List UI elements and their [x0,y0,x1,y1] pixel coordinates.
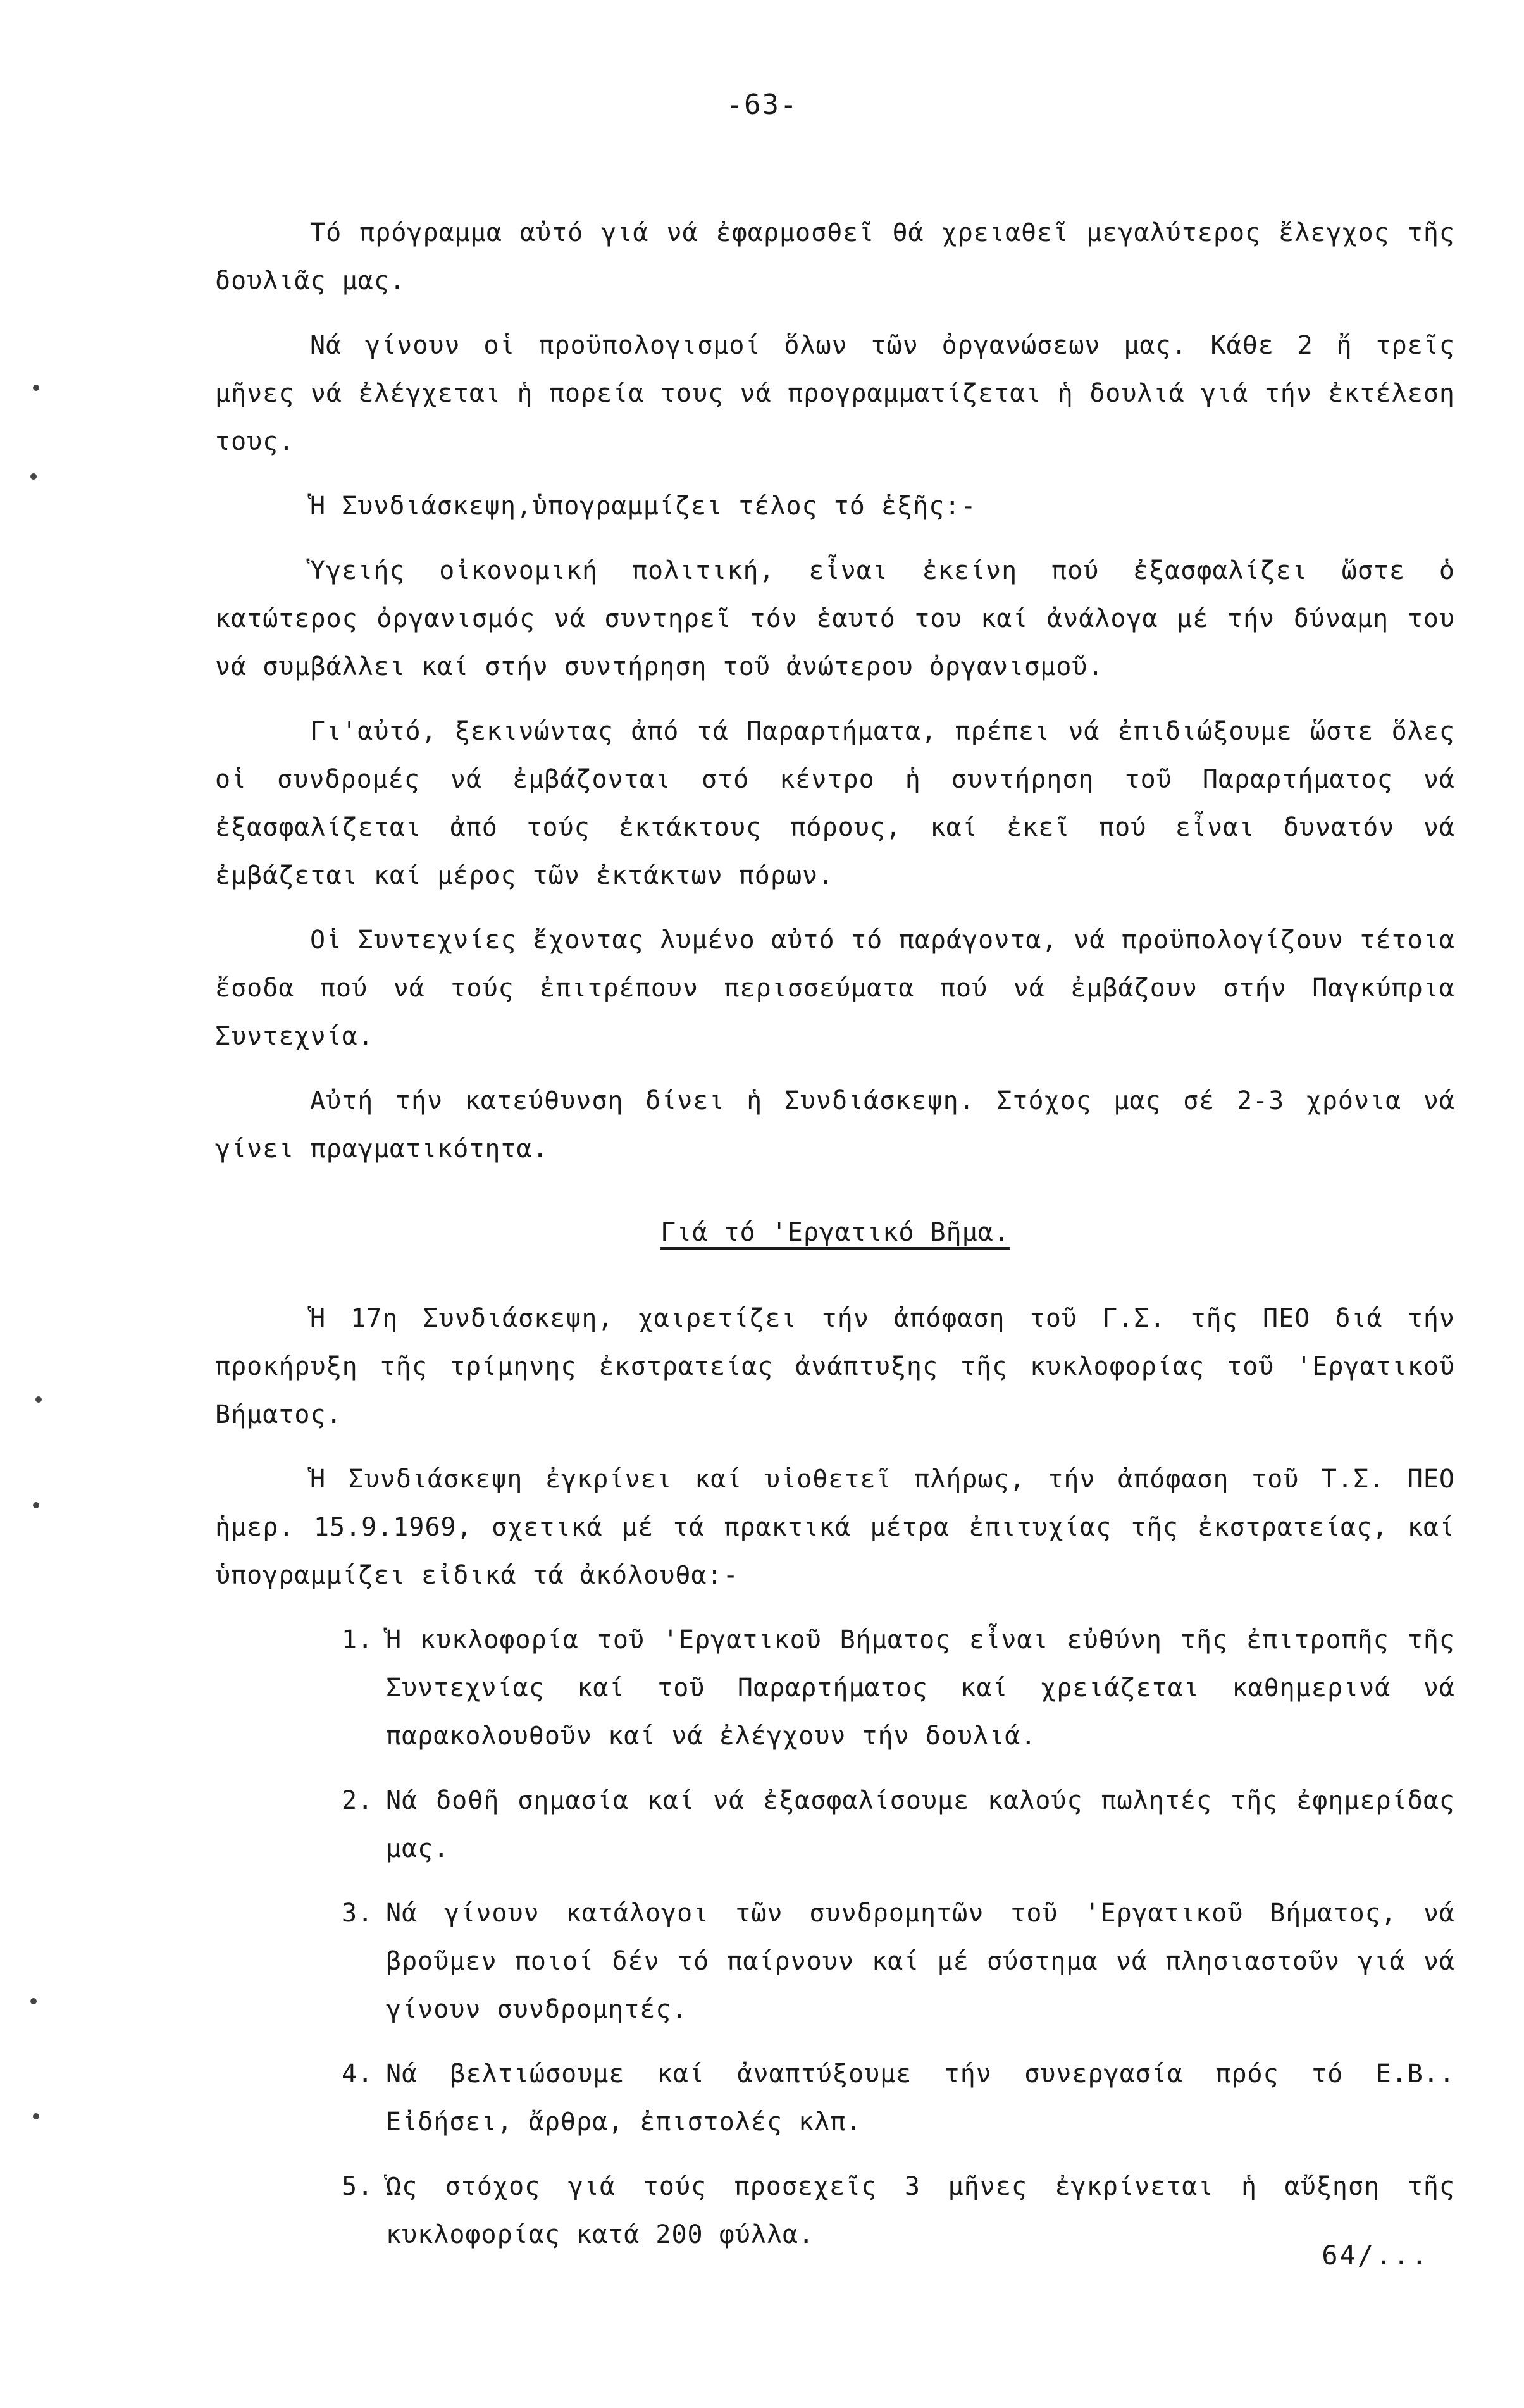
list-item-text: Νά δοθῆ σημασία καί νά ἐξασφαλίσουμε καλούς πωλητές τῆς ἐφημερίδας μας. [386,1786,1455,1863]
page-number: -63- [726,89,798,121]
scan-speck [30,1998,37,2004]
paragraph: Τό πρόγραμμα αὐτό γιά νά ἐφαρμοσθεῖ θά χρειαθεῖ μεγαλύτερος ἔλεγχος τῆς δουλιᾶς μας. [215,218,1455,295]
list-item-number: 5. [342,2172,374,2201]
list-item-text: Ἡ κυκλοφορία τοῦ 'Εργατικοῦ Βήματος εἶναι εὐθύνη τῆς ἐπιτροπῆς τῆς Συντεχνίας καί τοῦ Παραρτήματος καί χρειάζεται καθημερινά νά παρακολουθοῦν καί νά ἐλέγχουν τήν δουλιά. [386,1625,1455,1751]
list-item-number: 4. [342,2059,374,2088]
list-item [342,2163,1455,2259]
list-item-number: 1. [342,1625,374,1654]
list-item-number: 3. [342,1899,374,1928]
list-item [342,1889,1455,2033]
paragraph: Ἡ Συνδιάσκεψη ἐγκρίνει καί υἱοθετεῖ πλήρως, τήν ἀπόφαση τοῦ Τ.Σ. ΠΕΟ ἡμερ. 15.9.1969, σχετικά μέ τά πρακτικά μέτρα ἐπιτυχίας τῆς ἐκστρατείας, καί ὑπογραμμίζει εἰδικά τά ἀκόλουθα:- [215,1465,1455,1590]
paragraph: Ἡ 17η Συνδιάσκεψη, χαιρετίζει τήν ἀπόφαση τοῦ Γ.Σ. τῆς ΠΕΟ διά τήν προκήρυξη τῆς τρίμηνης ἐκστρατείας ἀνάπτυξης τῆς κυκλοφορίας τοῦ 'Εργατικοῦ Βήματος. [215,1304,1455,1429]
scan-speck [35,1396,42,1403]
scan-speck [30,473,37,480]
list-item [342,2050,1455,2146]
paragraph: Αὐτή τήν κατεύθυνση δίνει ἡ Συνδιάσκεψη. Στόχος μας σέ 2-3 χρόνια νά γίνει πραγματικότητα. [215,1086,1455,1164]
list-item [342,1616,1455,1760]
document-body [215,209,1455,2275]
list-item-text: Ὡς στόχος γιά τούς προσεχεῖς 3 μῆνες ἐγκρίνεται ἡ αὔξηση τῆς κυκλοφορίας κατά 200 φύλλα. [386,2172,1455,2249]
paragraph: Γι'αὐτό, ξεκινώντας ἀπό τά Παραρτήματα, πρέπει νά ἐπιδιώξουμε ὥστε ὅλες οἱ συνδρομές νά ἐμβάζονται στό κέντρο ἡ συντήρηση τοῦ Παραρτήματος νά ἐξασφαλίζεται ἀπό τούς ἐκτάκτους πόρους, καί ἐκεῖ πού εἶναι δυνατόν νά ἐμβάζεται καί μέρος τῶν ἐκτάκτων πόρων. [215,717,1455,890]
scan-speck [33,385,39,391]
scan-speck [33,1502,39,1508]
section-heading: Γιά τό 'Εργατικό Βῆμα. [660,1218,1010,1247]
list-item [342,1777,1455,1873]
paragraph: Ἡ Συνδιάσκεψη,ὑπογραμμίζει τέλος τό ἑξῆς:- [310,492,977,521]
list-item-text: Νά γίνουν κατάλογοι τῶν συνδρομητῶν τοῦ 'Εργατικοῦ Βήματος, νά βροῦμεν ποιοί δέν τό παίρνουν καί μέ σύστημα νά πλησιαστοῦν γιά νά γίνουν συνδρομητές. [386,1899,1455,2024]
paragraph: Οἱ Συντεχνίες ἔχοντας λυμένο αὐτό τό παράγοντα, νά προϋπολογίζουν τέτοια ἔσοδα πού νά τούς ἐπιτρέπουν περισσεύματα πού νά ἐμβάζουν στήν Παγκύπρια Συντεχνία. [215,926,1455,1051]
list-item-number: 2. [342,1786,374,1815]
numbered-list [215,1616,1455,2259]
scan-speck [33,2113,39,2119]
continuation-marker: 64/... [1322,2240,1429,2271]
list-item-text: Νά βελτιώσουμε καί ἀναπτύξουμε τήν συνεργασία πρός τό Ε.Β.. Εἰδήσει, ἄρθρα, ἐπιστολές κλπ. [386,2059,1455,2137]
paragraph: Ὑγειής οἰκονομική πολιτική, εἶναι ἐκείνη πού ἐξασφαλίζει ὥστε ὁ κατώτερος ὀργανισμός νά συντηρεῖ τόν ἑαυτό του καί ἀνάλογα μέ τήν δύναμη του νά συμβάλλει καί στήν συντήρηση τοῦ ἀνώτερου ὀργανισμοῦ. [215,556,1455,681]
paragraph: Νά γίνουν οἱ προϋπολογισμοί ὅλων τῶν ὀργανώσεων μας. Κάθε 2 ἤ τρεῖς μῆνες νά ἐλέγχεται ἡ πορεία τους νά προγραμματίζεται ἡ δουλιά γιά τήν ἐκτέλεση τους. [215,331,1455,456]
